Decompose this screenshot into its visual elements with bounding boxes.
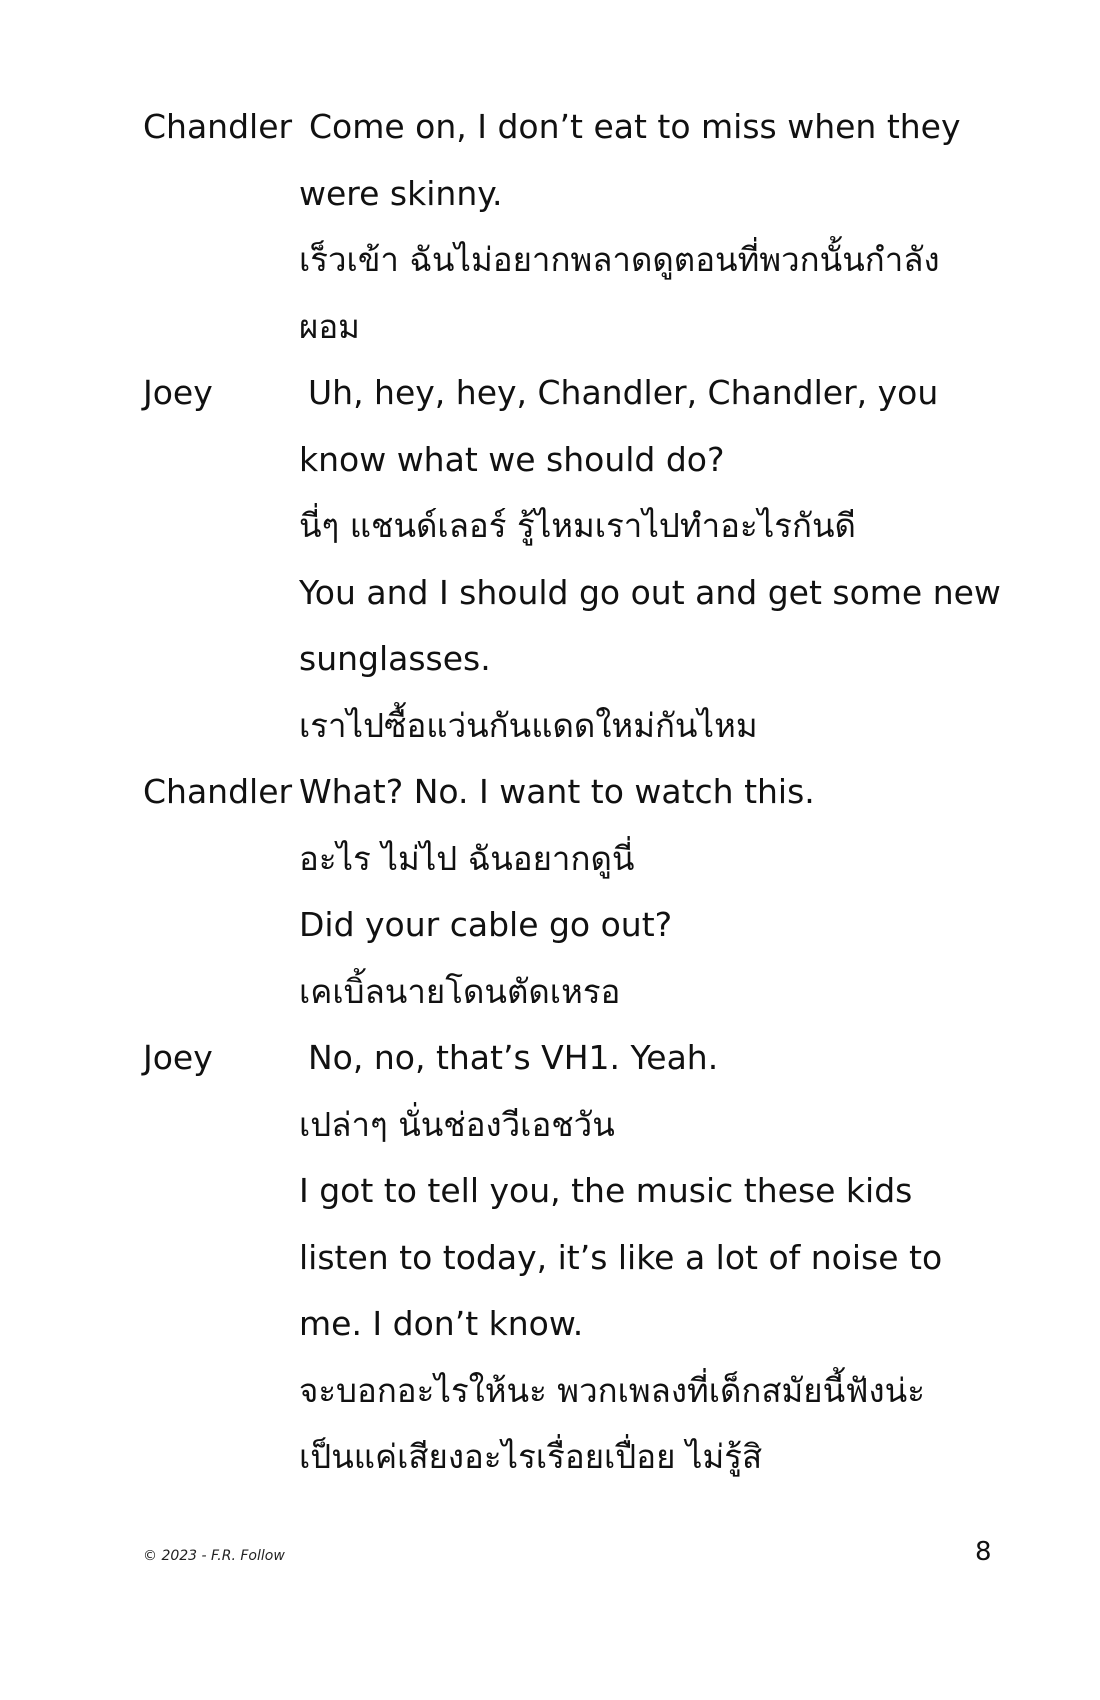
dialogue-lines: [299, 360, 1003, 759]
speaker-name: Chandler: [143, 772, 293, 811]
dialogue-line: What? No. I want to watch this.: [299, 772, 815, 811]
dialogue-line: Come on, I don’t eat to miss when they: [309, 107, 961, 146]
dialogue-line-translation: อะไร ไม่ไป ฉันอยากดูนี่: [299, 838, 635, 878]
dialogue-line-translation: เราไปซื้อแว่นกันแดดใหม่กันไหม: [299, 705, 758, 745]
page-number: 8: [975, 1537, 992, 1567]
script-body: [143, 94, 1003, 1491]
dialogue-line: were skinny.: [299, 173, 503, 213]
dialogue-line: You and I should go out and get some new: [299, 572, 1001, 612]
dialogue-lines: [299, 94, 1003, 360]
dialogue-line: sunglasses.: [299, 639, 491, 678]
dialogue-entry: [143, 759, 1003, 1025]
dialogue-line-translation: เปล่าๆ นั่นช่องวีเอชวัน: [299, 1104, 615, 1144]
dialogue-line: No, no, that’s VH1. Yeah.: [308, 1038, 719, 1077]
dialogue-entry: [143, 94, 1003, 360]
dialogue-lines: [299, 759, 1003, 1025]
dialogue-line-translation: จะบอกอะไรให้นะ พวกเพลงที่เด็กสมัยนี้ฟังน่ะ: [299, 1370, 925, 1410]
dialogue-line-translation: เป็นแค่เสียงอะไรเรื่อยเปื่อย ไม่รู้สิ: [299, 1437, 763, 1476]
dialogue-line: know what we should do?: [299, 439, 725, 479]
footer-copyright: © 2023 - F.R. Follow: [143, 1548, 285, 1564]
speaker-name: Joey: [143, 1038, 213, 1077]
dialogue-line: listen to today, it’s like a lot of noise to: [299, 1237, 943, 1277]
dialogue-entry: [143, 360, 1003, 759]
dialogue-line: me. I don’t know.: [299, 1304, 584, 1343]
dialogue-line-translation: นี่ๆ แชนด์เลอร์ รู้ไหมเราไปทำอะไรกันดี: [299, 506, 856, 545]
dialogue-line-translation: เคเบิ้ลนายโดนตัดเหรอ: [299, 971, 621, 1011]
dialogue-entry: [143, 1025, 1003, 1491]
dialogue-line: Uh, hey, hey, Chandler, Chandler, you: [308, 373, 939, 412]
dialogue-lines: [299, 1025, 1003, 1491]
speaker-name: Chandler: [143, 107, 293, 146]
dialogue-line-translation: ผอม: [299, 306, 360, 346]
dialogue-line: Did your cable go out?: [299, 905, 673, 944]
dialogue-line: I got to tell you, the music these kids: [299, 1171, 913, 1210]
speaker-name: Joey: [143, 373, 213, 412]
dialogue-line-translation: เร็วเข้า ฉันไม่อยากพลาดดูตอนที่พวกนั้นกำลัง: [299, 240, 940, 279]
